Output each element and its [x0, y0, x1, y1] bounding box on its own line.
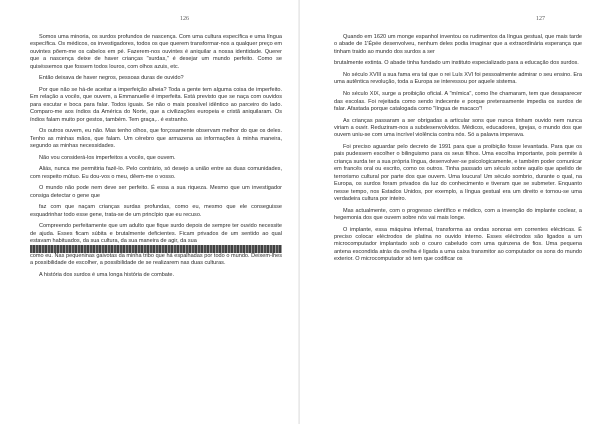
paragraph: O mundo não pode nem deve ser perfeito. É essa a sua riqueza. Mesmo que um investigador consiga detectar o gene que — [30, 185, 282, 199]
paragraph: Não vou considerá-los imperfeitos a vocês, que ouvem. — [39, 154, 176, 161]
paragraph: No século XIX, surge a proibição oficial. A "mímica", como lhe chamaram, tem que desaparecer das escolas. Foi rejeitada como sendo indecente e porque pretensamente impedia os surdos de falar. Afastada porque catalogada como "língua de macaco"! — [334, 91, 582, 112]
page-number: 127 — [536, 16, 545, 22]
paragraph: No século XVIII a sua fama era tal que o rei Luís XVI foi pessoalmente admirar o seu ensino. Era uma autêntica revolução, toda a Europa se interessou por aquele sistema. — [334, 72, 582, 86]
paragraph: Então deixava de haver negros, pessoas duras de ouvido? — [39, 75, 184, 82]
right-page — [300, 0, 600, 424]
paragraph: Compreendo perfeitamente que um adulto que fique surdo depois de sempre ter ouvido necessite de ajuda. Esses ficam súbita e brutalmente deficientes. Ficam privados de um sentido ao qual estavam habituados, da sua cultura, da sua maneira de agir, da sua — [30, 223, 282, 245]
smudged-print-line — [30, 245, 282, 253]
paragraph: brutalmente extinta. O abade tinha fundado um instituto especializado para a educação dos surdos. — [334, 60, 579, 67]
paragraph: Somos uma minoria, os surdos profundos de nascença. Com uma cultura específica e uma língua específica. Os médicos, os investigadores, todos os que querem transformar-nos a qualquer preço em ouvintes põem-me os cabelos em pé. Fazerem-nos ouvintes é aniquilar a nossa identidade. Querer que a nascença deixe de haver crianças "surdas," é desejar um mundo perfeito. Como se quiséssemos que fossem todos louros, com olhos azuis, etc. — [30, 34, 282, 70]
paragraph: faz com que naçam crianças surdas profundas, como eu, mesmo que ele conseguisse esquadrinhar todo esse gene, trata-se de um princípio que eu recuso. — [30, 204, 282, 218]
paragraph: Aliás, nunca me permitiria fazê-lo. Pelo contrário, só desejo a união entre as duas comunidades, com respeito mútuo. Eu dou-vos o meu, dêem-me o vosso. — [30, 166, 282, 180]
paragraph: Mas actualmente, com o progresso científico e médico, com a invenção do implante coclear, a hegemonia dos que ouvem sobre nós vai mais longe. — [334, 207, 582, 221]
paragraph: como eu. Nas pequeninas gaivotas da minha tribo que há espalhadas por todo o mundo. Deixem-lhes a possibilidade de escolher, a possibilidade de se realizarem nas duas culturas. — [30, 252, 282, 267]
paragraph: Foi preciso aguardar pelo decreto de 1991 para que a proibição fosse levantada. Para que os pais pudessem escolher o bilinguismo para os seus filhos. Uma escolha importante, pois permite à criança surda ter a sua própria língua, desenvolver-se psicologicamente, e também poder comunicar em francês oral ou escrito, como os outros. Tinha passado um século sobre aquilo que apelido de terrorismo cultural por parte dos que ouvem. Uma loucura! Um século sombrio, durante o qual, na Europa, os surdos foram privados da luz do conhecimento e tiveram que se submeter. Enquanto nesse tempo, nos Estados Unidos, por exemplo, a língua gestual era um direito e tornou-se uma verdadeira cultura por inteiro. — [334, 144, 582, 202]
paragraph: O implante, essa máquina infernal, transforma as ondas sonoras em correntes eléctricas. É preciso colocar eléctrodos de platina no ouvido interno. Esses eléctrodos são ligados a um microcomputador implantado sob o couro cabeludo com uma quinzena de fios. Uma pequena antena escondida atrás da orelha é ligada a uma caixa transmitor ao computador os sons do mundo exterior. O microcomputador só tem que codificar os — [334, 226, 582, 263]
paragraph: Quando em 1620 um monge espanhol inventou os rudimentos da língua gestual, que mais tarde o abade de 1'Épée desenvolveu, nenhum deles podia imaginar que a extraordinária esperança que tinham traido ao mundo dos surdos a ser — [334, 34, 582, 55]
text-column — [334, 34, 582, 268]
paragraph: Por que não se há-de aceitar a imperfeição alheia? Toda a gente tem alguma coisa de imperfeito. Em relação a vocês, que ouvem, a Emmanuelle é imperfeita. Está previsto que se naça com ouvidos para escutar e boca para falar. Todos iguais. Se não o mais possível idêntico ao parceiro do lado. Comparo-me aos índios da América do Norte, que a civilizações europeia e cristã aniquilaram. Os índios falam muito por gestos, também. Tem graça,.. é estranho. — [30, 86, 282, 123]
page-number: 126 — [180, 16, 189, 22]
paragraph: As crianças passaram a ser obrigadas a articular sons que nunca tinham ouvido nem nunca viriam a ouvir. Reduziram-nos a subdesenvolvidos. Médicos, educadores, igrejas, o mundo dos que ouvem uniu-se com uma incrível violência contra nós. Só a palavra imperava. — [334, 117, 582, 139]
text-column — [30, 34, 282, 283]
paragraph: A história dos surdos é uma longa história de combate. — [39, 271, 175, 278]
paragraph: Os outros ouvem, eu não. Mas tenho olhos, que forçosamente observam melhor do que os deles. Tenho as minhas mãos, que falam. Um cérebro que armazena as informações à minha maneira, segundo as minhas necessidades. — [30, 128, 282, 150]
